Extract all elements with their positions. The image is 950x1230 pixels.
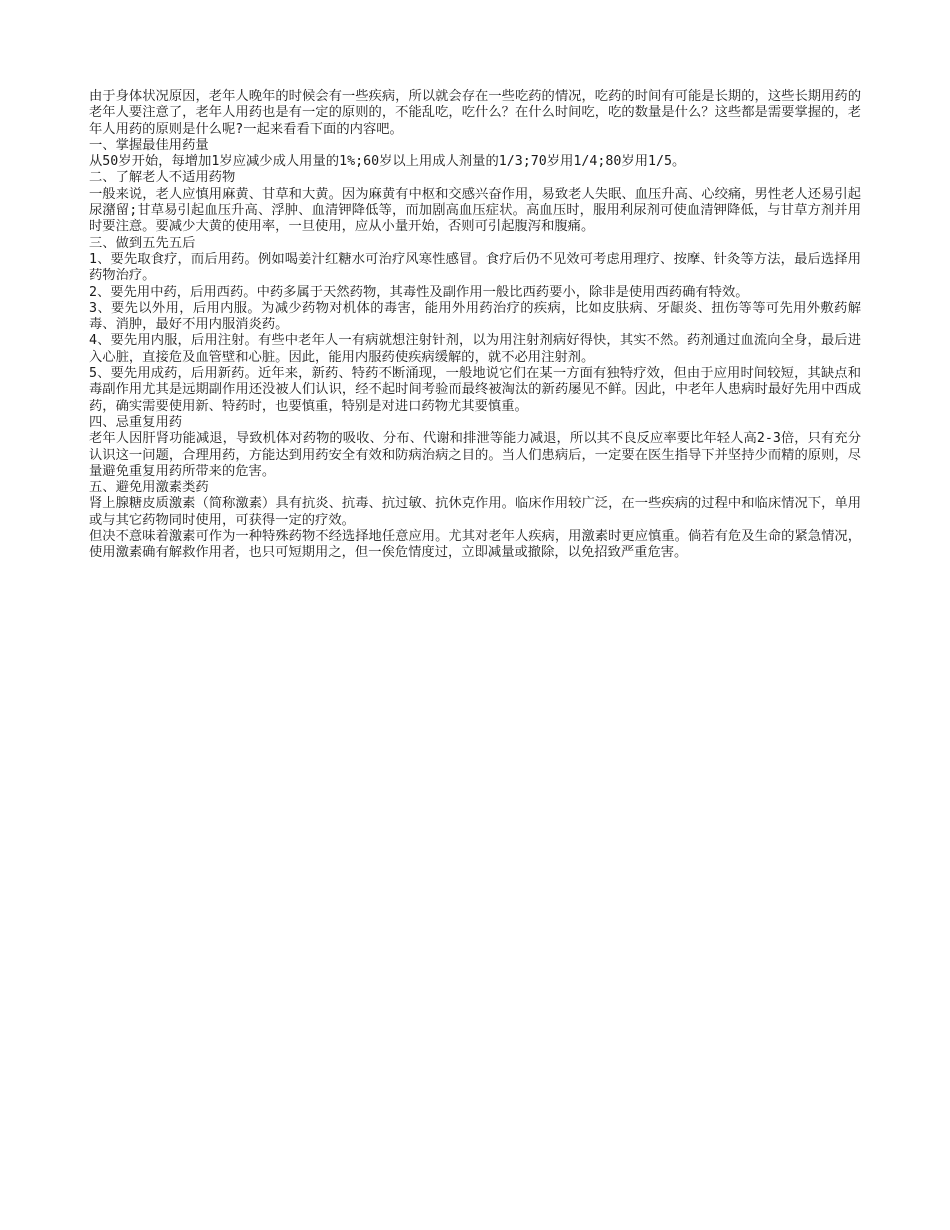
principle-item-3: 3、要先以外用，后用内服。为减少药物对机体的毒害，能用外用药治疗的疾病，比如皮肤病、牙龈炎、扭伤等等可先用外敷药解毒、消肿，最好不用内服消炎药。 (89, 300, 861, 333)
principle-item-1: 1、要先取食疗，而后用药。例如喝姜汁红糖水可治疗风寒性感冒。食疗后仍不见效可考虑用理疗、按摩、针灸等方法，最后选择用药物治疗。 (89, 251, 861, 284)
hormones-paragraph-1: 肾上腺糖皮质激素（简称激素）具有抗炎、抗毒、抗过敏、抗休克作用。临床作用较广泛，在一些疾病的过程中和临床情况下，单用或与其它药物同时使用，可获得一定的疗效。 (89, 496, 861, 528)
dosage-paragraph: 从50岁开始，每增加1岁应减少成人用量的1%;60岁以上用成人剂量的1/3;70岁用1/4;80岁用1/5。 (89, 154, 686, 170)
hormones-paragraph-2: 但决不意味着激素可作为一种特殊药物不经选择地任意应用。尤其对老年人疾病，用激素时更应慎重。倘若有危及生命的紧急情况，使用激素确有解救作用者，也只可短期用之，但一俟危情度过，立即减量或撤除，以免招致严重危害。 (89, 529, 861, 561)
section-heading-five-principles: 三、做到五先五后 (89, 235, 196, 251)
unsuitable-drugs-paragraph: 一般来说，老人应慎用麻黄、甘草和大黄。因为麻黄有中枢和交感兴奋作用，易致老人失眠、血压升高、心绞痛，男性老人还易引起尿潴留;甘草易引起血压升高、浮肿、血清钾降低等，而加剧高血压症状。高血压时，服用利尿剂可使血清钾降低，与甘草方剂并用时要注意。要减少大黄的使用率，一旦使用，应从小量开始，否则可引起腹泻和腹痛。 (89, 186, 861, 235)
principle-item-4: 4、要先用内服，后用注射。有些中老年人一有病就想注射针剂，以为用注射剂病好得快，其实不然。药剂通过血流向全身，最后进入心脏，直接危及血管壁和心脏。因此，能用内服药使疾病缓解的，就不必用注射剂。 (89, 333, 861, 365)
article-body (89, 89, 861, 562)
section-heading-hormones: 五、避免用激素类药 (89, 480, 209, 496)
section-heading-unsuitable-drugs: 二、了解老人不适用药物 (89, 170, 236, 186)
intro-paragraph: 由于身体状况原因，老年人晚年的时候会有一些疾病，所以就会存在一些吃药的情况，吃药的时间有可能是长期的，这些长期用药的老年人要注意了，老年人用药也是有一定的原则的，不能乱吃，吃什么？在什么时间吃，吃的数量是什么？这些都是需要掌握的，老年人用药的原则是什么呢?一起来看看下面的内容吧。 (89, 89, 861, 137)
duplicate-medication-paragraph: 老年人因肝肾功能减退，导致机体对药物的吸收、分布、代谢和排泄等能力减退，所以其不良反应率要比年轻人高2-3倍，只有充分认识这一问题，合理用药，方能达到用药安全有效和防病治病之目的。当人们患病后，一定要在医生指导下并坚持少而精的原则，尽量避免重复用药所带来的危害。 (89, 431, 861, 479)
section-heading-dosage: 一、掌握最佳用药量 (89, 137, 209, 153)
principle-item-2: 2、要先用中药，后用西药。中药多属于天然药物，其毒性及副作用一般比西药要小，除非是使用西药确有特效。 (89, 284, 749, 300)
principle-item-5: 5、要先用成药，后用新药。近年来，新药、特药不断涌现，一般地说它们在某一方面有独特疗效，但由于应用时间较短，其缺点和毒副作用尤其是远期副作用还没被人们认识，经不起时间考验而最终被淘汰的新药屡见不鲜。因此，中老年人患病时最好先用中西成药，确实需要使用新、特药时，也要慎重，特别是对进口药物尤其要慎重。 (89, 366, 861, 414)
section-heading-duplicate-medication: 四、忌重复用药 (89, 414, 183, 430)
